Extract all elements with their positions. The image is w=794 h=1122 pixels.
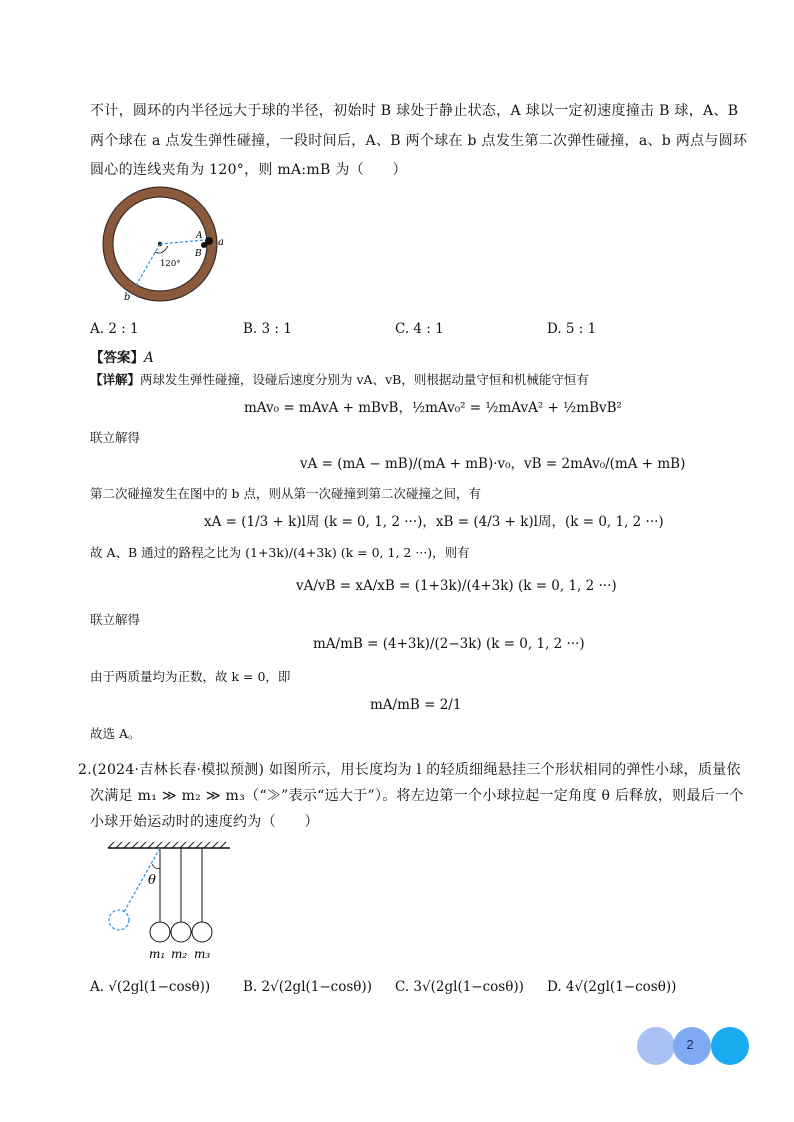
detail-intro: 两球发生弹性碰撞，设碰后速度分别为 vA、vB，则根据动量守恒和机械能守恒有 — [140, 372, 589, 387]
ratio-line: 故 A、B 通过的路程之比为 (1+3k)/(4+3k) (k = 0, 1, 2 ···)，则有 — [90, 545, 470, 560]
answer-label: 【答案】 — [90, 350, 144, 366]
equation-momentum-energy: mAv₀ = mAvA + mBvB，½mAv₀² = ½mAvA² + ½mBvB² — [244, 400, 622, 416]
conclusion-line: 故选 A。 — [90, 726, 141, 741]
raised-ball — [109, 910, 129, 930]
label-b: b — [124, 292, 131, 303]
label-m1: m₁ — [149, 947, 166, 961]
equation-mass-ratio: mA/mB = (4+3k)/(2−3k) (k = 0, 1, 2 ···) — [313, 636, 585, 652]
label-B: B — [195, 249, 202, 259]
q2-choice-c: C. 3√(2gl(1−cosθ)) — [395, 979, 524, 995]
solve-line-2: 联立解得 — [90, 612, 141, 627]
label-angle: 120° — [160, 259, 181, 269]
answer-value: A — [144, 350, 154, 366]
radius-to-b — [135, 244, 160, 287]
positive-line: 由于两质量均为正数，故 k = 0，即 — [90, 669, 291, 684]
q2-stem-line-3: 小球开始运动时的速度约为（ ） — [90, 814, 319, 830]
detail-line — [90, 370, 589, 390]
label-m3: m₃ — [194, 947, 211, 961]
footer-circle-right — [711, 1027, 749, 1065]
equation-final-ratio: mA/mB = 2/1 — [370, 697, 462, 713]
ball-m1 — [150, 922, 170, 942]
label-a: a — [218, 237, 224, 248]
solve-line-1: 联立解得 — [90, 430, 141, 445]
ball-b — [201, 242, 207, 248]
theta-arc — [152, 864, 160, 869]
label-A: A — [196, 231, 203, 241]
q2-choice-b: B. 2√(2gl(1−cosθ)) — [243, 979, 372, 995]
equation-velocity-ratio: vA/vB = xA/xB = (1+3k)/(4+3k) (k = 0, 1, 2 ···) — [296, 578, 617, 594]
q1-choice-d: D. 5 : 1 — [547, 321, 597, 337]
detail-label: 【详解】 — [90, 372, 141, 387]
q1-choice-c: C. 4 : 1 — [395, 321, 444, 337]
q1-choice-b: B. 3 : 1 — [243, 321, 292, 337]
q1-stem-line-2: 两个球在 a 点发生弹性碰撞，一段时间后，A、B 两个球在 b 点发生第二次弹性碰撞，a、b 两点与圆环 — [90, 133, 748, 149]
equation-paths: xA = (1/3 + k)l周 (k = 0, 1, 2 ···)，xB = (4/3 + k)l周，(k = 0, 1, 2 ···) — [204, 514, 664, 530]
equation-velocities: vA = (mA − mB)/(mA + mB)·v₀，vB = 2mAv₀/(mA + mB) — [300, 456, 686, 472]
q1-stem-line-1: 不计，圆环的内半径远大于球的半径，初始时 B 球处于静止状态，A 球以一定初速度撞击 B 球，A、B — [90, 103, 739, 119]
ring-figure — [100, 182, 235, 307]
q2-number: 2. — [78, 762, 92, 778]
q2-stem-line-1 — [78, 760, 741, 780]
label-theta: θ — [148, 873, 156, 888]
q2-stem-text-1: (2024·吉林长春·模拟预测) 如图所示，用长度均为 l 的轻质细绳悬挂三个形状相同的弹性小球，质量依 — [91, 762, 741, 778]
label-m2: m₂ — [171, 947, 188, 961]
pendulum-figure — [100, 840, 240, 962]
q1-choice-a: A. 2 : 1 — [90, 321, 139, 337]
second-collision-line: 第二次碰撞发生在图中的 b 点，则从第一次碰撞到第二次碰撞之间，有 — [90, 486, 481, 501]
ceiling-hatch — [108, 842, 226, 848]
ball-m3 — [192, 922, 212, 942]
ball-m2 — [171, 922, 191, 942]
q1-stem-line-3: 圆心的连线夹角为 120°，则 mA:mB 为（ ） — [90, 162, 407, 178]
q2-choice-a: A. √(2gl(1−cosθ)) — [90, 979, 211, 995]
page-number: 2 — [686, 1037, 694, 1052]
q2-stem-line-2: 次满足 m₁ ≫ m₂ ≫ m₃（“≫”表示“远大于”）。将左边第一个小球拉起一定角度 θ 后释放，则最后一个 — [90, 788, 744, 804]
q2-choice-d: D. 4√(2gl(1−cosθ)) — [547, 979, 677, 995]
answer-line — [90, 348, 154, 368]
footer-circle-left — [637, 1027, 675, 1065]
